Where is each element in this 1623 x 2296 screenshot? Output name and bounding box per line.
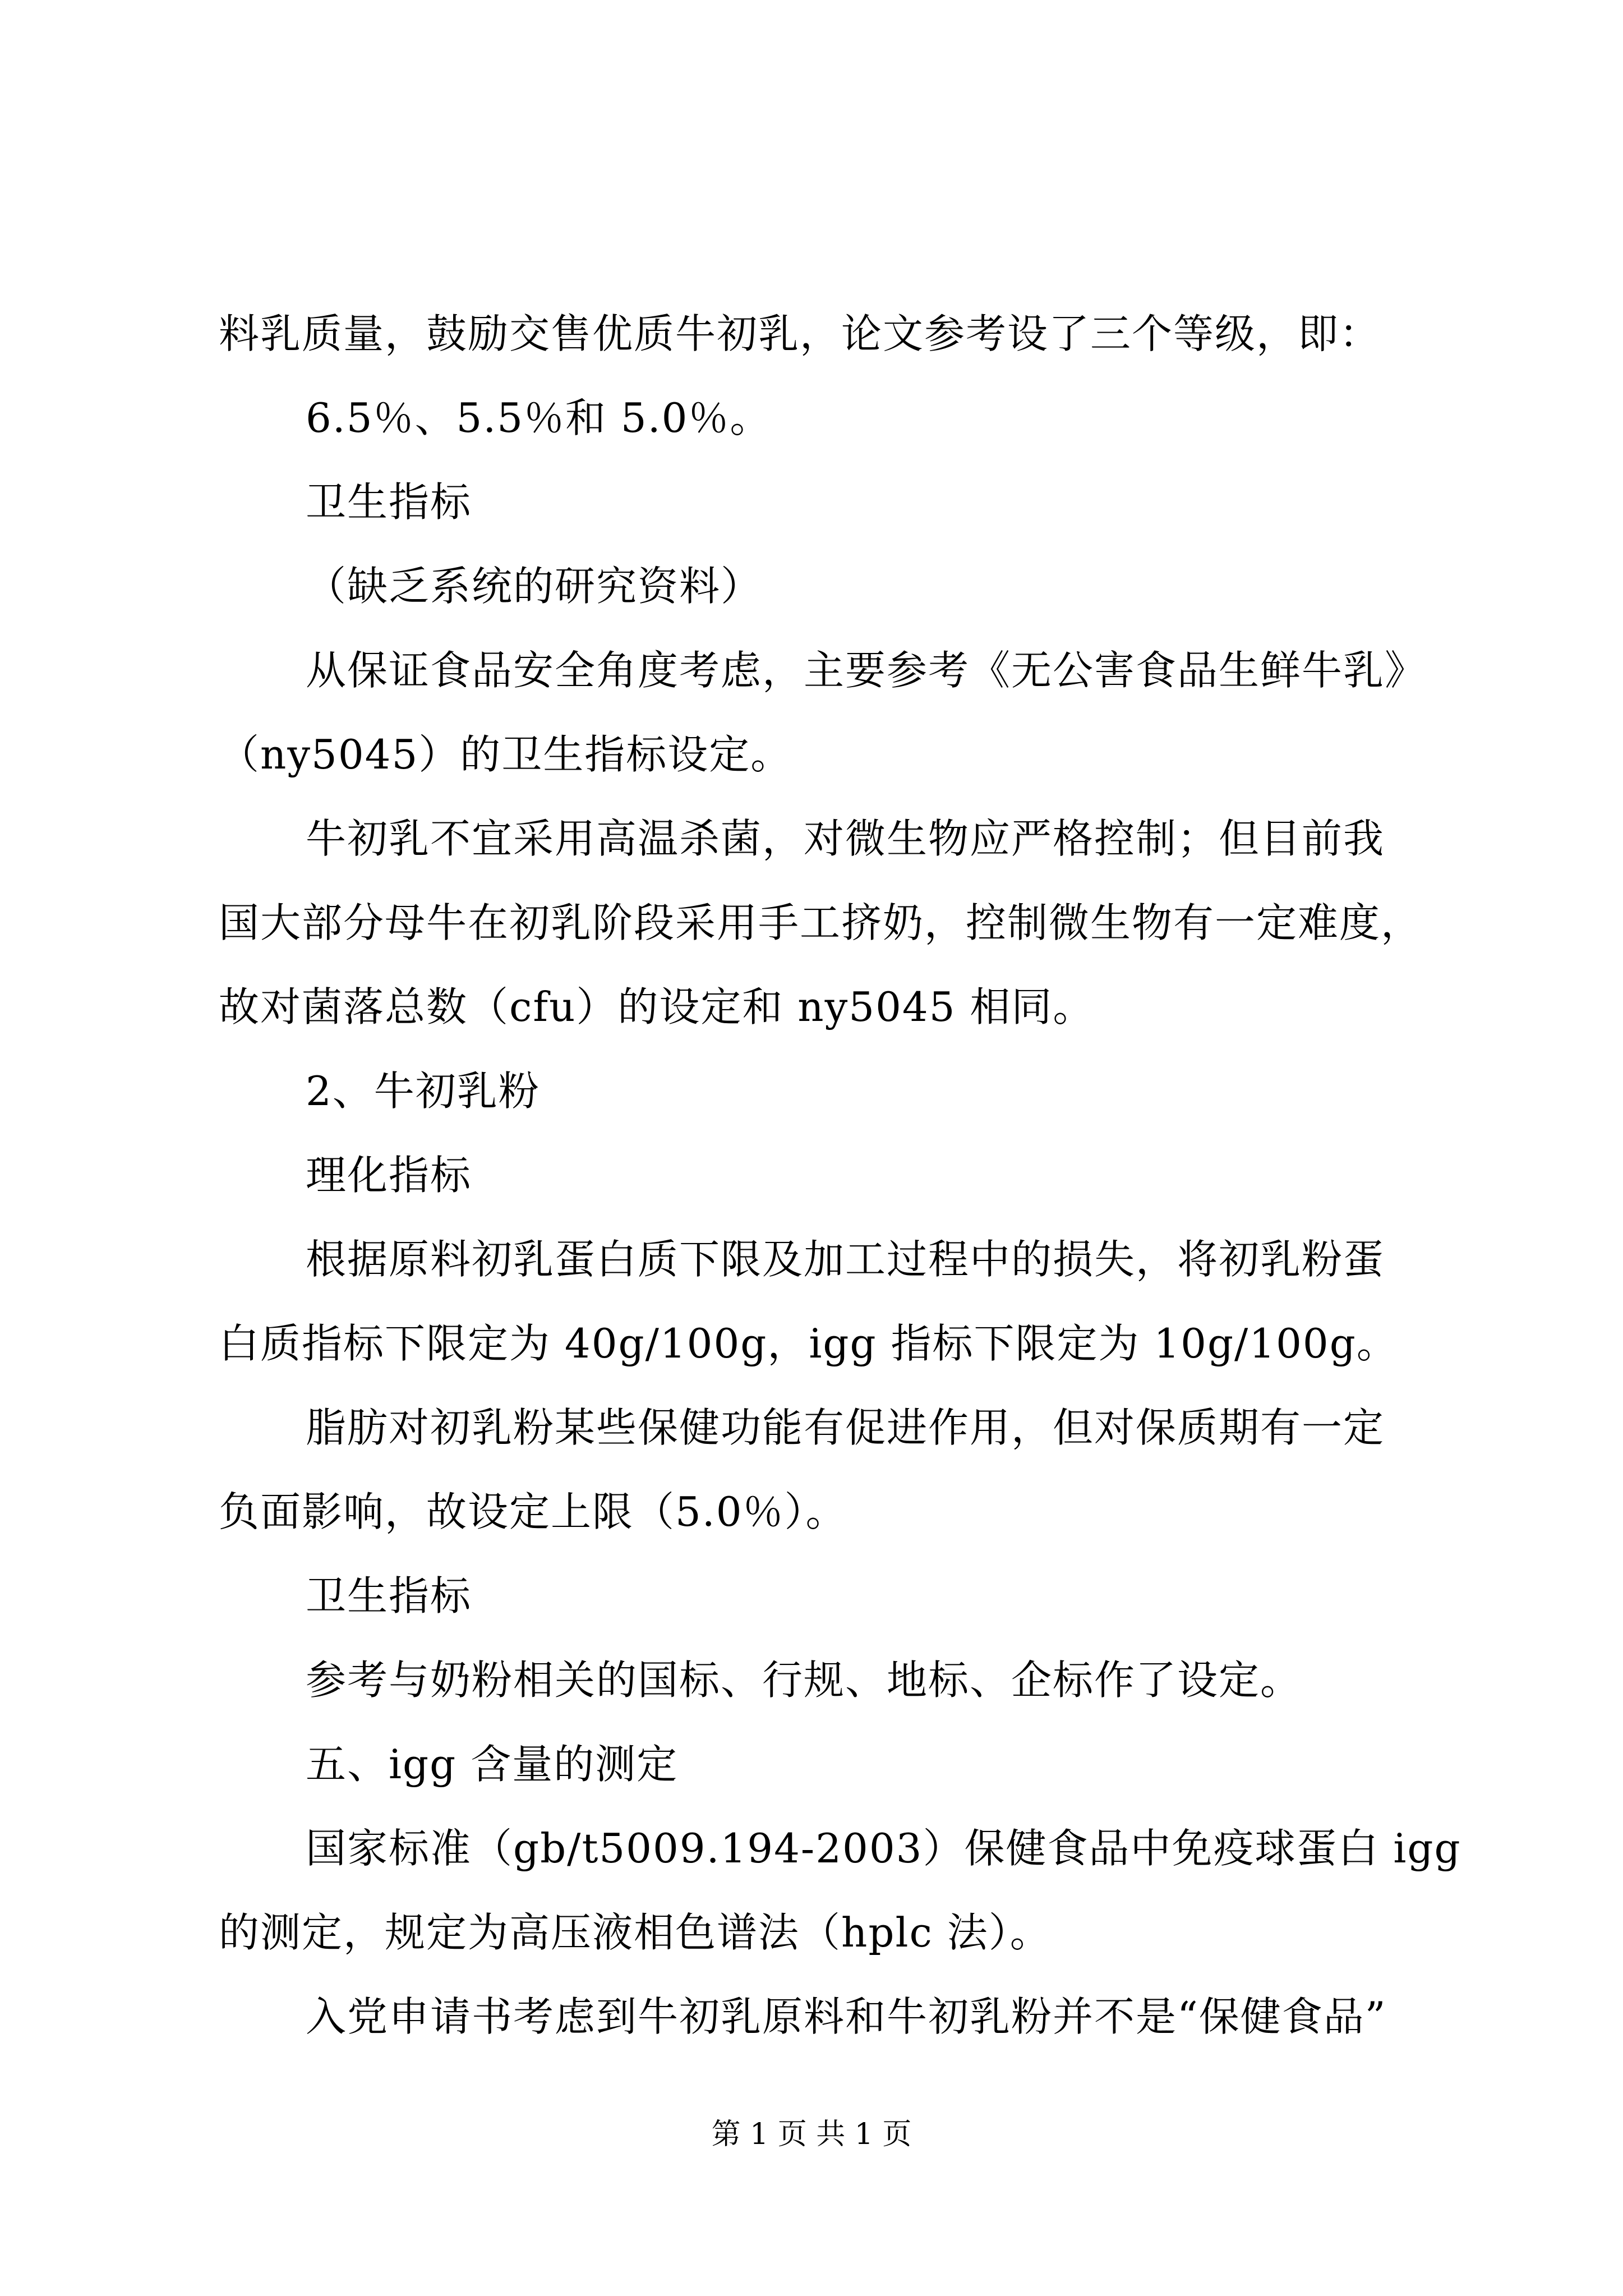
text-line-9: 故对菌落总数（cfu）的设定和 ny5045 相同。 bbox=[219, 983, 1095, 1030]
text-line-2: 6.5％、5.5％和 5.0％。 bbox=[306, 394, 772, 441]
text-line-12: 根据原料初乳蛋白质下限及加工过程中的损失，将初乳粉蛋 bbox=[306, 1236, 1385, 1283]
page-footer: 第 1 页 共 1 页 bbox=[711, 2118, 912, 2151]
text-line-5: 从保证食品安全角度考虑，主要参考《无公害食品生鲜牛乳》 bbox=[306, 647, 1427, 694]
text-line-4: （缺乏系统的研究资料） bbox=[306, 563, 763, 610]
text-line-14: 脂肪对初乳粉某些保健功能有促进作用，但对保质期有一定 bbox=[306, 1404, 1385, 1451]
text-line-7: 牛初乳不宜采用高温杀菌，对微生物应严格控制；但目前我 bbox=[306, 815, 1385, 862]
section-heading-physicochemical: 理化指标 bbox=[306, 1152, 472, 1199]
text-line-8: 国大部分母牛在初乳阶段采用手工挤奶，控制微生物有一定难度， bbox=[219, 899, 1423, 946]
text-line-15: 负面影响，故设定上限（5.0％）。 bbox=[219, 1488, 847, 1535]
section-heading-colostrum-powder: 2、牛初乳粉 bbox=[306, 1068, 540, 1115]
text-line-1: 料乳质量，鼓励交售优质牛初乳，论文参考设了三个等级，即： bbox=[219, 310, 1381, 357]
text-line-6: （ny5045）的卫生指标设定。 bbox=[219, 731, 792, 778]
text-line-21: 入党申请书考虑到牛初乳原料和牛初乳粉并不是“保健食品” bbox=[306, 1993, 1387, 2040]
text-line-20: 的测定，规定为高压液相色谱法（hplc 法）。 bbox=[219, 1909, 1052, 1956]
text-line-13: 白质指标下限定为 40g/100g，igg 指标下限定为 10g/100g。 bbox=[219, 1320, 1398, 1367]
section-heading-igg: 五、igg 含量的测定 bbox=[306, 1741, 679, 1788]
section-heading-hygiene: 卫生指标 bbox=[306, 478, 472, 526]
text-line-19: 国家标准（gb/t5009.194-2003）保健食品中免疫球蛋白 igg bbox=[306, 1825, 1461, 1872]
text-line-17: 参考与奶粉相关的国标、行规、地标、企标作了设定。 bbox=[306, 1657, 1302, 1704]
section-heading-hygiene-2: 卫生指标 bbox=[306, 1572, 472, 1619]
